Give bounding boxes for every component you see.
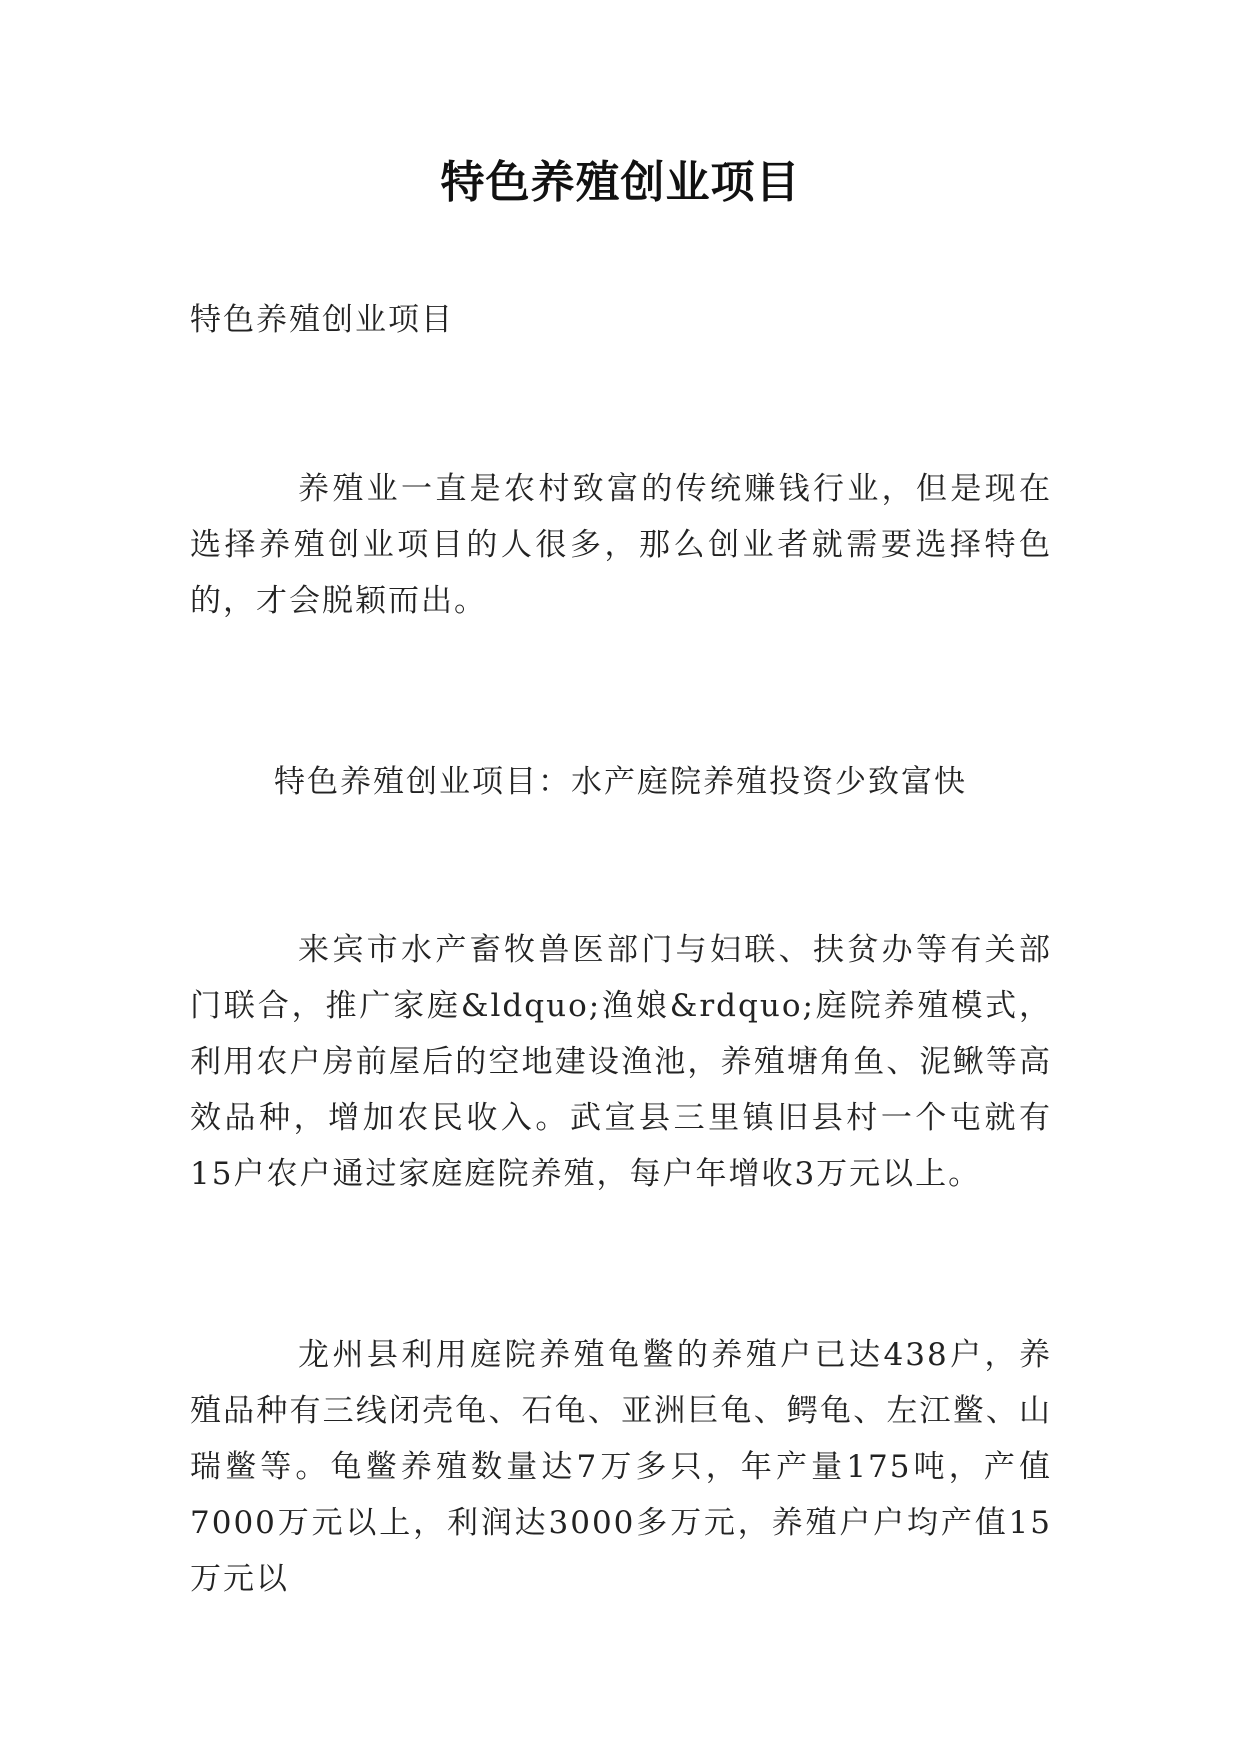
- document-title: 特色养殖创业项目: [440, 157, 801, 208]
- paragraph-longzhou: 龙州县利用庭院养殖龟鳖的养殖户已达438户，养殖品种有三线闭壳龟、石龟、亚洲巨龟、鳄龟、左江鳖、山瑞鳖等。龟鳖养殖数量达7万多只，年产量175吨，产值7000万元以上，利润达3000多万元，养殖户户均产值15万元以: [190, 1337, 1052, 1597]
- document-subtitle: 特色养殖创业项目: [190, 302, 454, 338]
- paragraph-laibin: 来宾市水产畜牧兽医部门与妇联、扶贫办等有关部门联合，推广家庭&ldquo;渔娘&rdquo;庭院养殖模式，利用农户房前屋后的空地建设渔池，养殖塘角鱼、泥鳅等高效品种，增加农民收入。武宣县三里镇旧县村一个屯就有15户农户通过家庭庭院养殖，每户年增收3万元以上。: [190, 932, 1052, 1192]
- section-heading: 特色养殖创业项目：水产庭院养殖投资少致富快: [274, 764, 967, 800]
- paragraph-intro: 养殖业一直是农村致富的传统赚钱行业，但是现在选择养殖创业项目的人很多，那么创业者就需要选择特色的，才会脱颖而出。: [190, 471, 1052, 619]
